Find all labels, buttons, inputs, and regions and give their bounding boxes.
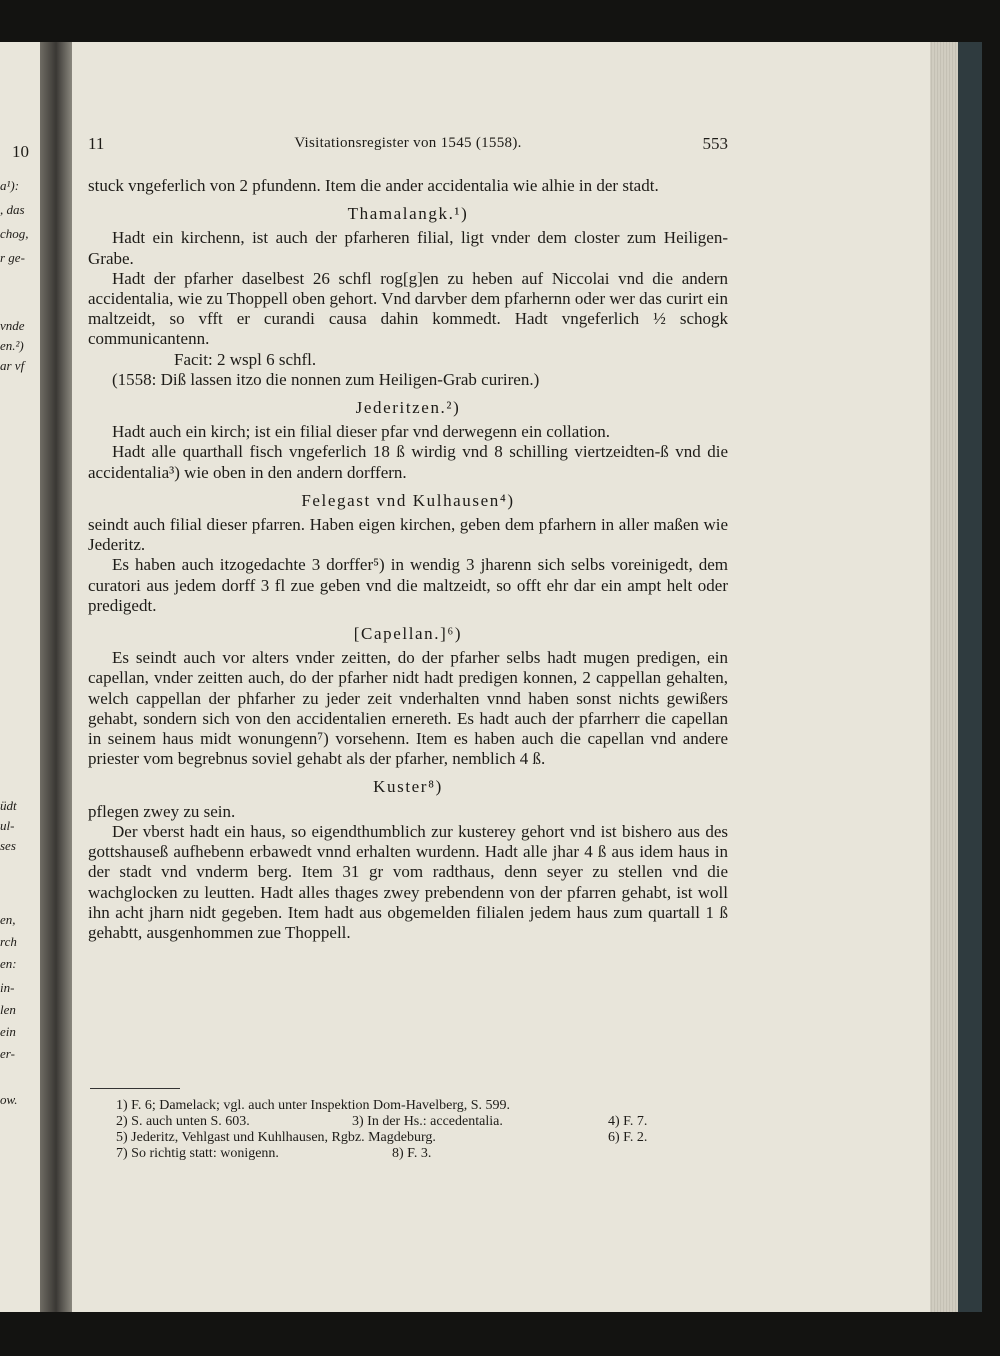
left-fragment: ein — [0, 1024, 16, 1039]
left-fragment: a¹): — [0, 178, 20, 193]
footnote-row — [116, 1146, 676, 1162]
footnote: 5) Jederitz, Vehlgast und Kuhlhausen, Rgbz. Magdeburg. — [116, 1130, 436, 1145]
left-fragment: er- — [0, 1046, 15, 1061]
footnote: 2) S. auch unten S. 603. — [116, 1114, 250, 1129]
paragraph: stuck vngeferlich von 2 pfundenn. Item die ander accidentalia wie alhie in der stadt. — [88, 176, 659, 195]
section-heading: [Capellan.]⁶) — [353, 624, 463, 644]
footnote: 8) F. 3. — [392, 1146, 432, 1161]
body-text — [88, 176, 728, 943]
paragraph: Hadt alle quarthall fisch vngeferlich 18 ß wirdig vnd 8 schilling viertzeidten-ß vnd die accidentalia³) wie oben in den andern dorffern. — [88, 442, 728, 482]
footnote-row — [116, 1130, 676, 1146]
footnote-row — [116, 1114, 676, 1130]
page-block-edge — [930, 42, 958, 1312]
left-page-number: 10 — [12, 142, 29, 161]
paragraph: Hadt der pfarher daselbest 26 schfl rog[g]en zu heben auf Niccolai vnd die andern accidentalia, wie zu Thoppell oben gehort. Vnd darvber dem pfarhernn oder wer das curirt ein maltzeidt, so vfft er curandi causa dahin kommedt. Hadt vngeferlich ½ schogk communicantenn. — [88, 268, 728, 349]
left-fragment: en, — [0, 912, 16, 927]
paragraph: Der vberst hadt ein haus, so eigendthumblich zur kusterey gehort vnd ist bishero aus des gottshauseß aufhebenn erbawedt vnnd erhalten wurdenn. Hadt alle jhar 4 ß aus idem haus in der stadt vnd vnderm berg. Item 31 gr vom radthaus, denn seyer zu stellen vnd die wachglocken zu leutten. Hadt alles thages zwey prebendenn von der pfarren gehabt, ist woll ihn acht jharn nidt gegeben. Item hadt aus obgemelden filialen jedem haus zum quartall 1 ß gehabtt, ausgenhommen zue Thoppell. — [88, 821, 728, 942]
left-fragment: rch — [0, 934, 17, 949]
running-title: Visitationsregister von 1545 (1558). — [294, 135, 522, 151]
left-fragment: r ge- — [0, 250, 25, 265]
paragraph: Es haben auch itzogedachte 3 dorffer⁵) in wendig 3 jharenn sich selbs voreinigedt, dem curatori aus jedem dorff 3 fl zue geben vnd die maltzeidt, so offt ehr dar ein ampt helt oder predigedt. — [88, 555, 728, 615]
paragraph: (1558: Diß lassen itzo die nonnen zum Heiligen-Grab curiren.) — [112, 369, 540, 389]
left-fragment: ow. — [0, 1092, 18, 1107]
left-fragment: vnde — [0, 318, 25, 333]
footnotes — [116, 1098, 676, 1162]
left-fragment: üdt — [0, 798, 17, 813]
paragraph: seindt auch filial dieser pfarren. Haben eigen kirchen, geben dem pfarhern in aller maßen wie Jederitz. — [88, 515, 728, 555]
left-fragment: len — [0, 1002, 16, 1017]
left-fragment: en.²) — [0, 338, 24, 353]
section-heading: Thamalangk.¹) — [347, 204, 469, 224]
footnote: 6) F. 2. — [608, 1130, 648, 1145]
section-heading: Felegast vnd Kulhausen⁴) — [301, 490, 515, 510]
footnote-row — [116, 1098, 676, 1114]
left-fragment: en: — [0, 956, 17, 971]
footnote: 3) In der Hs.: accedentalia. — [352, 1114, 503, 1129]
left-fragment: , das — [0, 202, 25, 217]
footnote: 4) F. 7. — [608, 1114, 648, 1129]
paragraph: Es seindt auch vor alters vnder zeitten, do der pfarher selbs hadt mugen predigen, ein capellan, vnder zeitten auch, do der pfarher nidt hadt predigen konnen, 2 cappellan gehalten, welch cappellan der phfarher zu jeder zeit vnderhalten vnnd haben sonst nichts gewißers gehabt, sondern sich von den accidentalien ernereth. Es hadt auch der pfarrherr die capellan in seinem haus midt wonungenn⁷) vorsehenn. Item es haben auch die capellan vnd andere priester vom begrebnus soviel gehabt als der pfarher, nemblich 4 ß. — [88, 648, 728, 769]
paragraph: pflegen zwey zu sein. — [88, 801, 236, 821]
left-fragment: ul- — [0, 818, 15, 833]
footnote: 7) So richtig statt: wonigenn. — [116, 1146, 279, 1161]
footnote-rule — [90, 1088, 180, 1089]
book-cover-edge — [958, 42, 982, 1312]
section-heading: Kuster⁸) — [373, 777, 443, 797]
left-page-edge — [0, 42, 40, 1312]
paragraph: Facit: 2 wspl 6 schfl. — [174, 349, 317, 369]
paragraph: Hadt auch ein kirch; ist ein filial dieser pfar vnd derwegenn ein collation. — [112, 422, 611, 442]
running-header — [88, 134, 728, 158]
section-heading: Jederitzen.²) — [355, 398, 461, 418]
book-gutter — [40, 42, 72, 1312]
left-fragment: chog, — [0, 226, 29, 241]
left-fragment: in- — [0, 980, 15, 995]
section-number: 11 — [88, 134, 105, 153]
paragraph: Hadt ein kirchenn, ist auch der pfarheren filial, ligt vnder dem closter zum Heiligen-Grabe. — [88, 228, 728, 268]
left-fragment: ar vf — [0, 358, 25, 373]
page-number: 553 — [702, 134, 728, 153]
footnote: 1) F. 6; Damelack; vgl. auch unter Inspektion Dom-Havelberg, S. 599. — [116, 1098, 511, 1113]
left-fragment: ses — [0, 838, 16, 853]
